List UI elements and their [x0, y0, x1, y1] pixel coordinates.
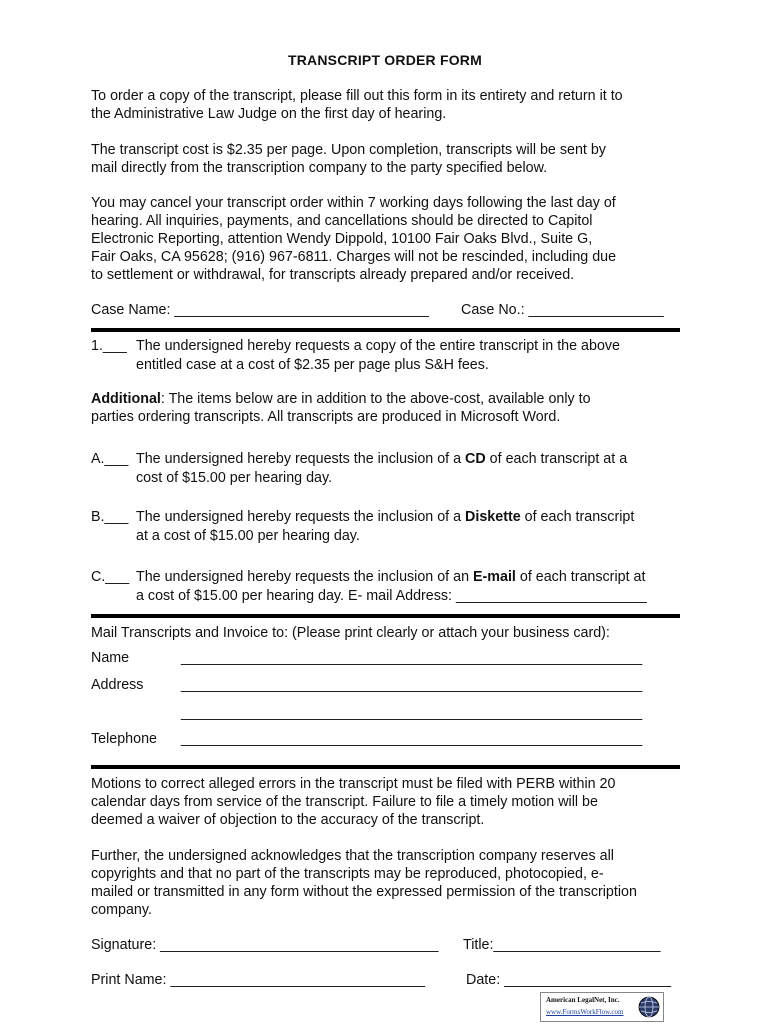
telephone-label: Telephone — [91, 731, 157, 747]
item-c-checkbox-blank[interactable]: C.___ — [91, 569, 130, 585]
motions-paragraph: Motions to correct alleged errors in the transcript must be filed with PERB within 20 calendar days from service of the transcript. Failure to file a timely motion will be deemed a waiver of objection to the accuracy of the transcript. — [91, 776, 616, 828]
footer-company: American LegalNet, Inc. — [546, 996, 620, 1004]
globe-icon — [638, 996, 660, 1018]
intro-paragraph-2: The transcript cost is $2.35 per page. Upon completion, transcripts will be sent by mail directly from the transcription company to the party specified below. — [91, 142, 606, 176]
signature-field[interactable]: Signature: ___________________________________ — [91, 937, 439, 953]
name-label: Name — [91, 650, 130, 666]
section-divider — [91, 328, 680, 332]
case-name-field[interactable]: Case Name: ________________________________ — [91, 302, 429, 318]
footer-logo — [540, 992, 664, 1022]
additional-heading: Additional — [91, 391, 161, 407]
additional-paragraph — [91, 390, 691, 426]
page-title: TRANSCRIPT ORDER FORM — [288, 52, 482, 68]
address-field-line-2[interactable]: __________________________________________________________ — [181, 705, 643, 721]
intro-paragraph-1: To order a copy of the transcript, please fill out this form in its entirety and return it to the Administrative Law Judge on the first day of hearing. — [91, 88, 623, 122]
address-field-line-1[interactable]: __________________________________________________________ — [181, 677, 643, 693]
case-no-field[interactable]: Case No.: _________________ — [461, 302, 664, 318]
item-1-text: The undersigned hereby requests a copy of the entire transcript in the above entitled case at a cost of $2.35 per page plus S&H fees. — [136, 338, 621, 373]
item-a-checkbox-blank[interactable]: A.___ — [91, 451, 129, 467]
item-a-cd-bold: CD — [465, 451, 486, 467]
item-1 — [91, 337, 691, 377]
title-field[interactable]: Title:_____________________ — [463, 937, 661, 953]
section-divider — [91, 765, 680, 769]
item-b-checkbox-blank[interactable]: B.___ — [91, 509, 129, 525]
item-c — [91, 568, 691, 608]
item-b-diskette-bold: Diskette — [465, 509, 521, 525]
item-1-checkbox-blank[interactable]: 1.___ — [91, 338, 127, 354]
item-c-text: The undersigned hereby requests the inclusion of an E-mail of each transcript at a cost of $15.00 per hearing day. E- mail Address: ________________________ — [136, 569, 647, 604]
date-field[interactable]: Date: _____________________ — [466, 972, 672, 988]
address-label: Address — [91, 677, 144, 693]
item-a — [91, 450, 691, 490]
item-b-text: The undersigned hereby requests the inclusion of a Diskette of each transcript at a cost of $15.00 per hearing day. — [136, 509, 635, 544]
footer-url[interactable]: www.FormsWorkFlow.com — [546, 1008, 624, 1016]
name-field[interactable]: __________________________________________________________ — [181, 650, 643, 666]
item-c-email-bold: E-mail — [473, 569, 516, 585]
mail-heading: Mail Transcripts and Invoice to: (Please print clearly or attach your business card): — [91, 625, 610, 641]
section-divider — [91, 614, 680, 618]
item-b — [91, 508, 691, 548]
telephone-field[interactable]: __________________________________________________________ — [181, 731, 643, 747]
acknowledgement-paragraph: Further, the undersigned acknowledges that the transcription company reserves all copyrights and that no part of the transcripts may be reproduced, photocopied, e- mailed or transmitted in any form without the expressed permission of the transcription company. — [91, 848, 637, 918]
intro-paragraph-3: You may cancel your transcript order within 7 working days following the last day of hearing. All inquiries, payments, and cancellations should be directed to Capitol Electronic Reporting, attention Wendy Dippold, 10100 Fair Oaks Blvd., Suite G, Fair Oaks, CA 95628; (916) 967-6811. Charges will not be rescinded, including due to settlement or withdrawal, for transcripts already prepared and/or received. — [91, 195, 617, 283]
print-name-field[interactable]: Print Name: ________________________________ — [91, 972, 425, 988]
item-a-text: The undersigned hereby requests the inclusion of a CD of each transcript at a cost of $15.00 per hearing day. — [136, 451, 628, 486]
additional-text: : The items below are in addition to the above-cost, available only to parties ordering transcripts. All transcripts are produced in Microsoft Word. — [91, 391, 591, 425]
